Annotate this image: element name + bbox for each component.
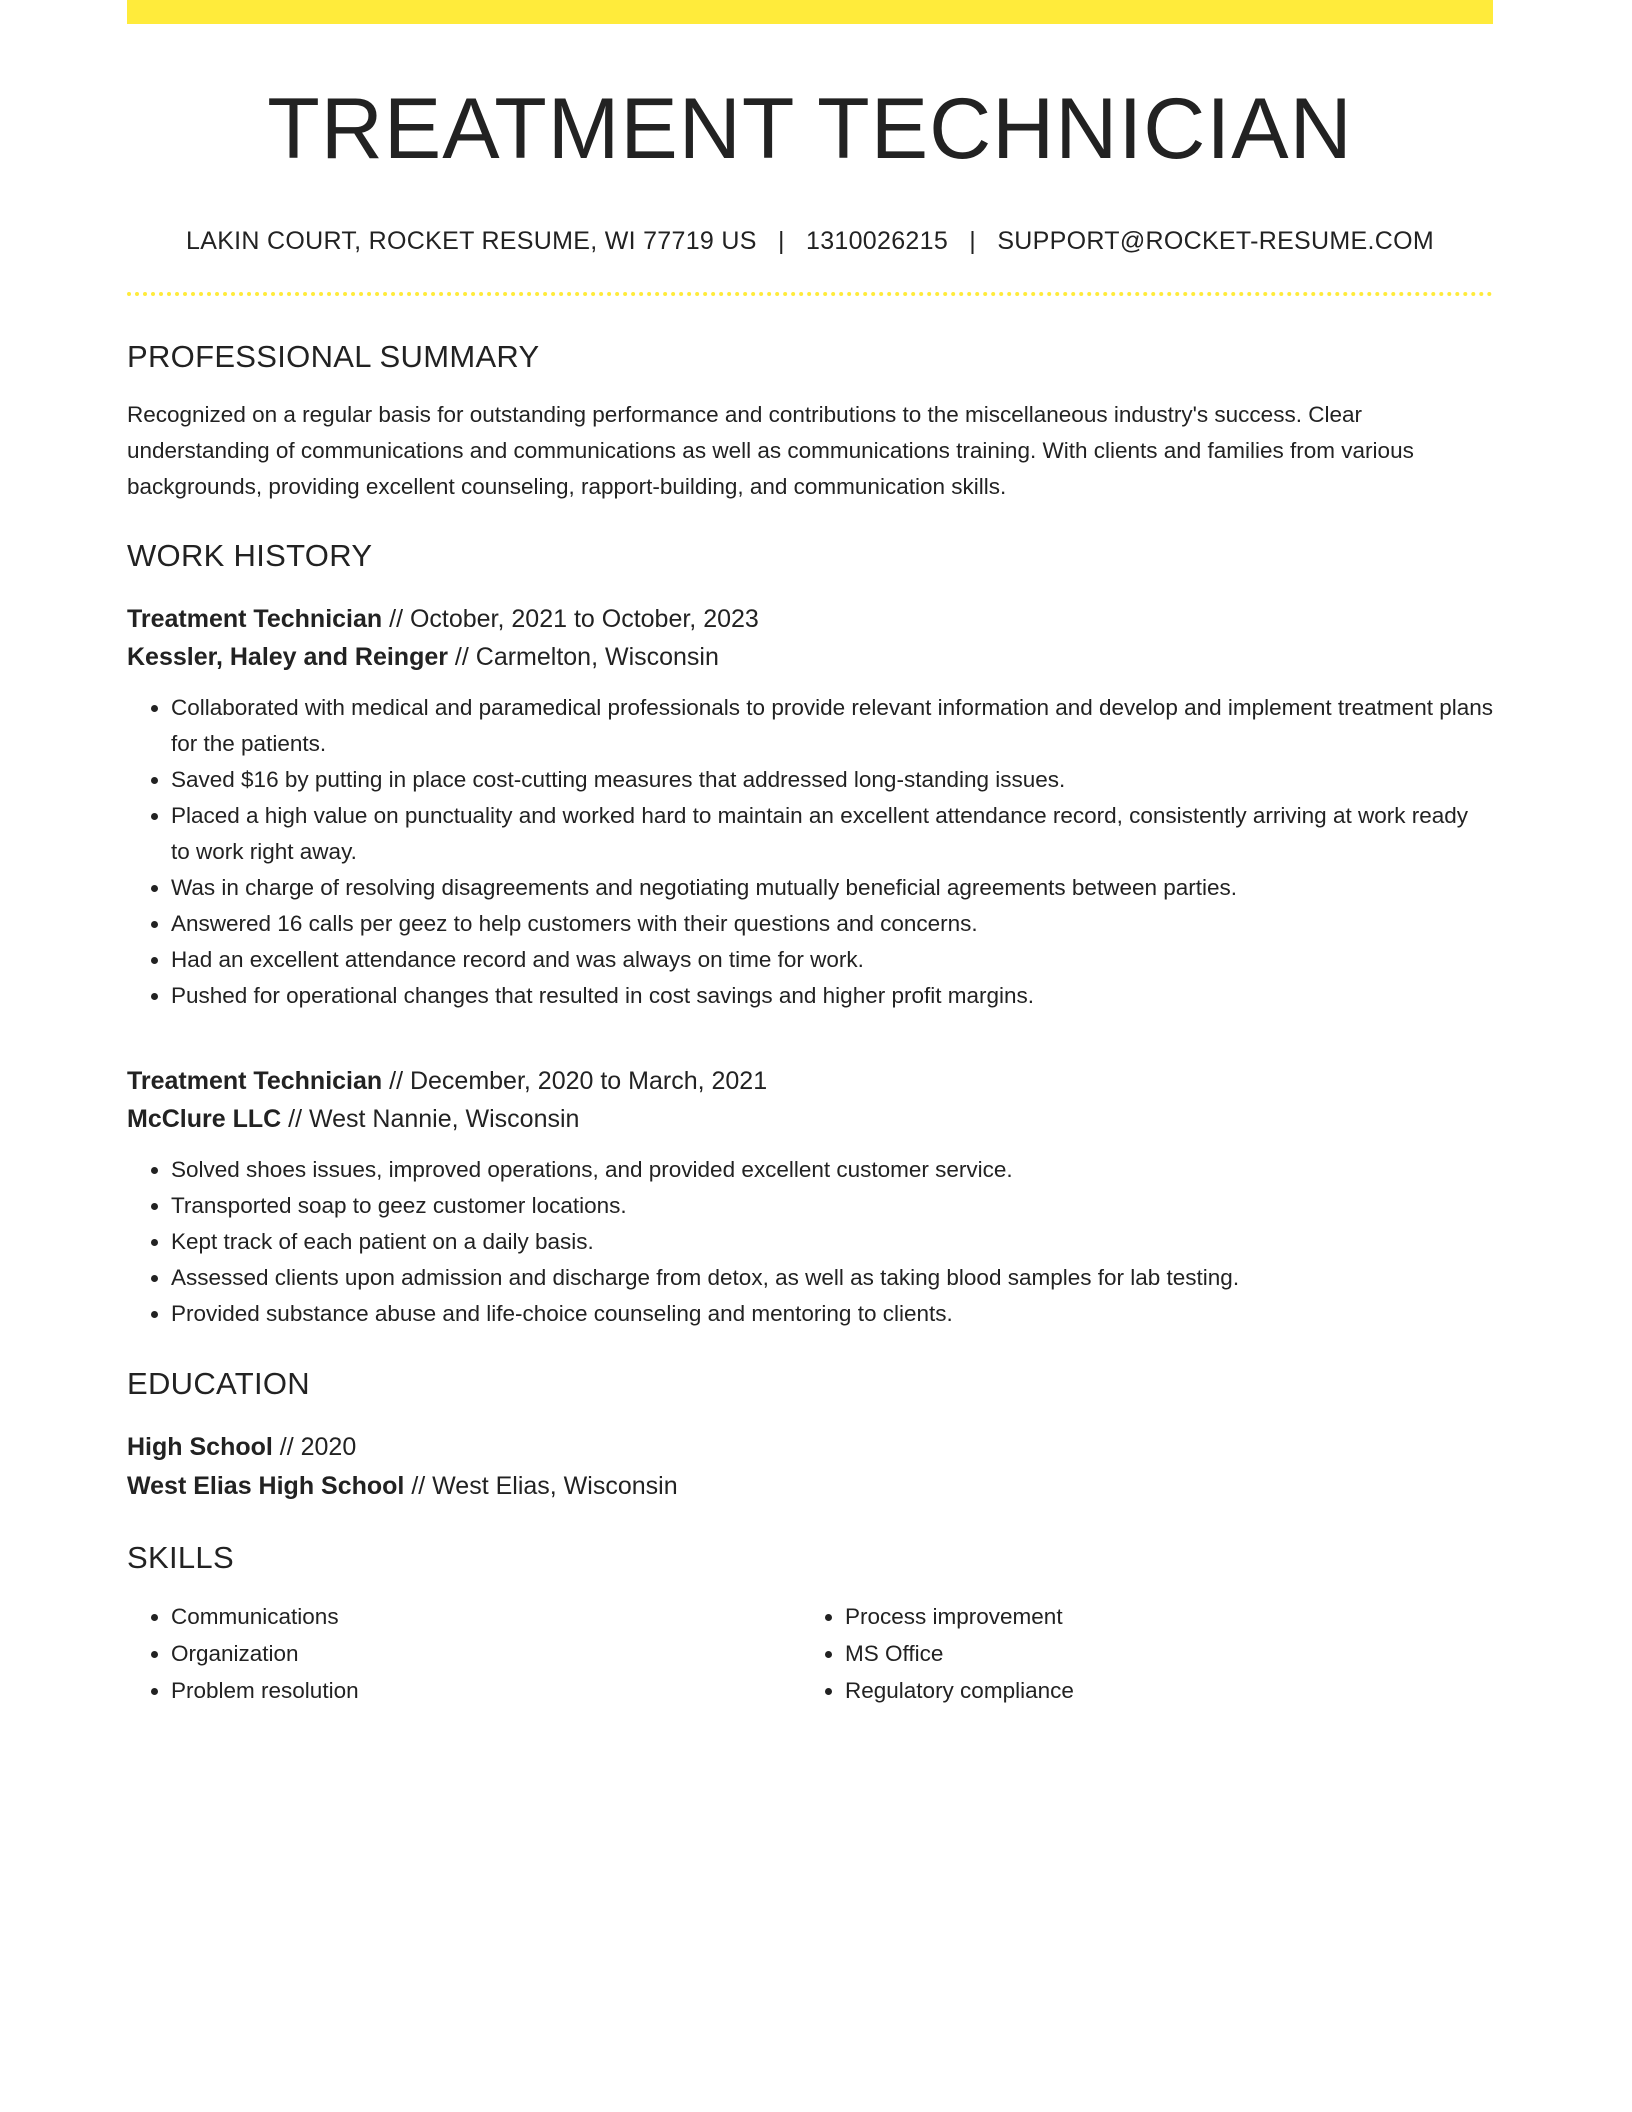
skills-heading: SKILLS [127,1539,234,1575]
contact-separator: | [969,226,977,255]
job-company-line [127,638,1493,676]
education-heading: EDUCATION [127,1365,310,1401]
dotted-divider [127,292,1493,296]
skill-item: • Process improvement [845,1598,1475,1635]
job-dates: // October, 2021 to October, 2023 [382,604,759,633]
education-school-line [127,1467,1493,1506]
list-item: • Assessed clients upon admission and discharge from detox, as well as taking blood samples for lab testing. [171,1260,1493,1296]
job-dates: // December, 2020 to March, 2021 [382,1066,768,1095]
skills-column-right [801,1598,1475,1709]
list-item: • Collaborated with medical and paramedical professionals to provide relevant information and develop and implement treatment plans for the patients. [171,690,1493,762]
skill-item: • MS Office [845,1635,1475,1672]
skills-grid [127,1598,1493,1709]
contact-phone: 1310026215 [805,226,949,255]
skills-column-left [127,1598,801,1709]
education-location: // West Elias, Wisconsin [404,1471,678,1500]
job-company: Kessler, Haley and Reinger [127,642,448,671]
education-degree-line [127,1428,1493,1467]
list-item: • Solved shoes issues, improved operations, and provided excellent customer service. [171,1152,1493,1188]
skill-item: • Regulatory compliance [845,1672,1475,1709]
work-history-heading: WORK HISTORY [127,537,373,573]
list-item: • Was in charge of resolving disagreements and negotiating mutually beneficial agreements between parties. [171,870,1493,906]
education-year: // 2020 [272,1432,357,1461]
job-bullets [127,690,1493,1014]
contact-separator: | [777,226,785,255]
contact-address: LAKIN COURT, ROCKET RESUME, WI 77719 US [186,226,757,255]
job-role: Treatment Technician [127,604,383,633]
education-section [127,1366,1493,1506]
education-degree: High School [127,1432,273,1461]
job-title-line [127,1062,1493,1100]
summary-heading: PROFESSIONAL SUMMARY [127,338,540,374]
job-location: // West Nannie, Wisconsin [281,1104,580,1133]
list-item: • Kept track of each patient on a daily basis. [171,1224,1493,1260]
job-location: // Carmelton, Wisconsin [447,642,719,671]
work-history-section [127,538,1493,1332]
job-company: McClure LLC [127,1104,282,1133]
skill-item: • Communications [171,1598,801,1635]
list-item: • Answered 16 calls per geez to help customers with their questions and concerns. [171,906,1493,942]
list-item: • Placed a high value on punctuality and worked hard to maintain an excellent attendance record, consistently arriving at work ready to work right away. [171,798,1493,870]
list-item: • Pushed for operational changes that resulted in cost savings and higher profit margins. [171,978,1493,1014]
education-school: West Elias High School [127,1471,405,1500]
candidate-name: TREATMENT TECHNICIAN [267,81,1353,177]
top-accent-bar [127,0,1493,24]
job-bullets [127,1152,1493,1332]
job-entry [127,1062,1493,1332]
job-role: Treatment Technician [127,1066,383,1095]
list-item: • Had an excellent attendance record and was always on time for work. [171,942,1493,978]
skills-section [127,1540,1493,1709]
list-item: • Provided substance abuse and life-choice counseling and mentoring to clients. [171,1296,1493,1332]
resume-page [127,0,1493,1709]
job-entry [127,600,1493,1014]
list-item: • Saved $16 by putting in place cost-cutting measures that addressed long-standing issues. [171,762,1493,798]
list-item: • Transported soap to geez customer locations. [171,1188,1493,1224]
summary-section [127,339,1493,505]
skill-item: • Organization [171,1635,801,1672]
job-company-line [127,1100,1493,1138]
contact-email: SUPPORT@ROCKET-RESUME.COM [997,226,1434,255]
summary-text: Recognized on a regular basis for outstanding performance and contributions to the miscellaneous industry's success. Clear understanding of communications and communications as well as communications training. With clients and families from various backgrounds, providing excellent counseling, rapport-building, and communication skills. [127,401,1414,499]
education-entry [127,1428,1493,1506]
contact-line [127,227,1493,256]
skill-item: • Problem resolution [171,1672,801,1709]
job-title-line [127,600,1493,638]
